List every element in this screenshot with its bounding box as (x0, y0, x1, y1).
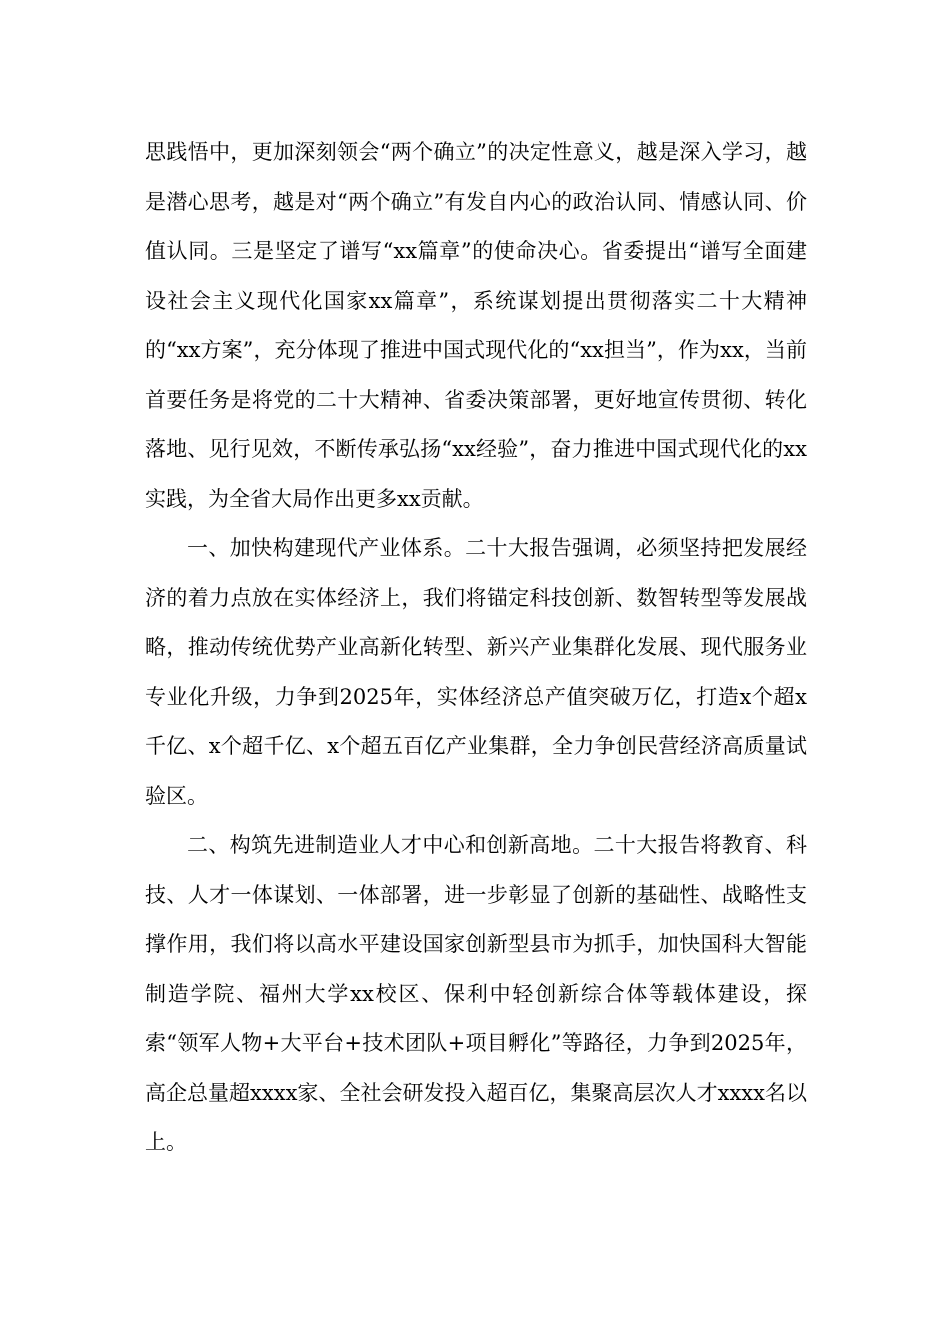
body-paragraph-1: 思践悟中，更加深刻领会“两个确立”的决定性意义，越是深入学习，越是潜心思考，越是对“两个确立”有发自内心的政治认同、情感认同、价值认同。三是坚定了谱写“xx篇章”的使命决心。省委提出“谱写全面建设社会主义现代化国家xx篇章”，系统谋划提出贯彻落实二十大精神的“xx方案”，充分体现了推进中国式现代化的“xx担当”，作为xx，当前首要任务是将党的二十大精神、省委决策部署，更好地宣传贯彻、转化落地、见行见效，不断传承弘扬“xx经验”，奋力推进中国式现代化的xx实践，为全省大局作出更多xx贡献。 (145, 140, 807, 511)
document-body (145, 128, 807, 1168)
body-paragraph-3: 二、构筑先进制造业人才中心和创新高地。二十大报告将教育、科技、人才一体谋划、一体部署，进一步彰显了创新的基础性、战略性支撑作用，我们将以高水平建设国家创新型县市为抓手，加快国科大智能制造学院、福州大学xx校区、保利中轻创新综合体等载体建设，探索“领军人物+大平台+技术团队+项目孵化”等路径，力争到2025年，高企总量超xxxx家、全社会研发投入超百亿，集聚高层次人才xxxx名以上。 (145, 833, 807, 1154)
body-paragraph-2: 一、加快构建现代产业体系。二十大报告强调，必须坚持把发展经济的着力点放在实体经济上，我们将锚定科技创新、数智转型等发展战略，推动传统优势产业高新化转型、新兴产业集群化发展、现代服务业专业化升级，力争到2025年，实体经济总产值突破万亿，打造x个超x千亿、x个超千亿、x个超五百亿产业集群，全力争创民营经济高质量试验区。 (145, 536, 807, 808)
